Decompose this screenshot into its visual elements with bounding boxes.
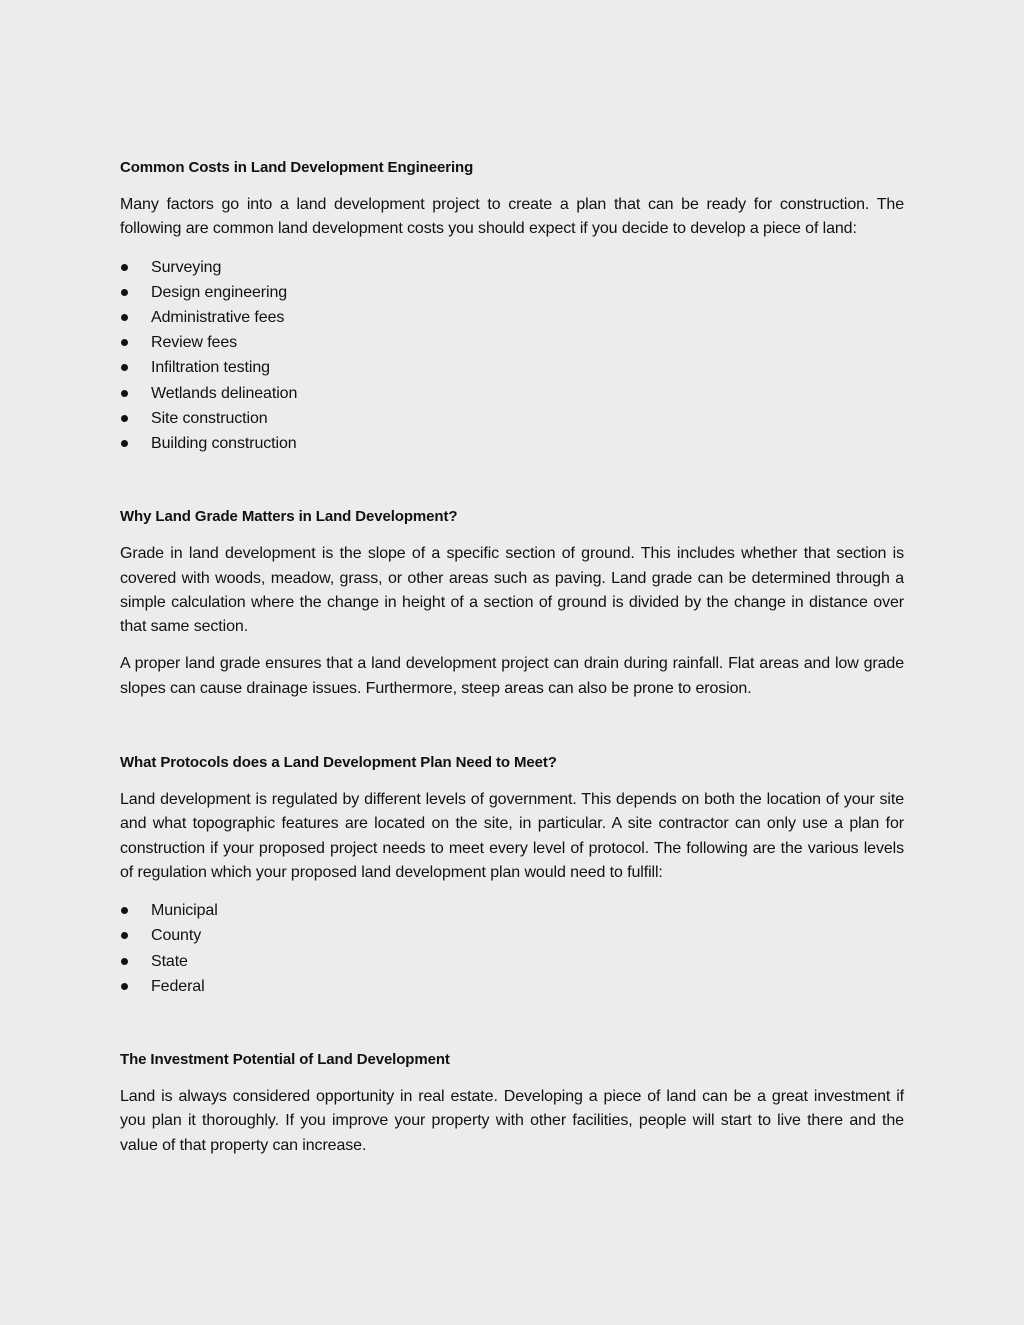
list-item	[120, 381, 904, 406]
list-item	[120, 305, 904, 330]
list-item-text: County	[151, 927, 202, 945]
list-item	[120, 898, 904, 923]
section-protocols	[120, 751, 904, 999]
bullet-icon	[121, 958, 128, 965]
bullet-icon	[121, 339, 128, 346]
bullet-icon	[121, 415, 128, 422]
list-item-text: Review fees	[151, 334, 238, 352]
document-page	[120, 156, 904, 1171]
section-paragraph: Many factors go into a land development project to create a plan that can be ready for construction. The following are common land development costs you should expect if you decide to develop a piece of land:	[120, 196, 904, 238]
list-item-text: Federal	[151, 977, 205, 995]
bullet-icon	[121, 390, 128, 397]
section-paragraph: Grade in land development is the slope of a specific section of ground. This includes whether that section is covered with woods, meadow, grass, or other areas such as paving. Land grade can be determined through a simple calculation where the change in height of a section of ground is divided by the change in distance over that same section.	[120, 545, 904, 636]
section-paragraph: Land development is regulated by different levels of government. This depends on both the location of your site and what topographic features are located on the site, in particular. A site contractor can only use a plan for construction if your proposed project needs to meet every level of protocol. The following are the various levels of regulation which your proposed land development plan would need to fulfill:	[120, 791, 904, 881]
section-investment	[120, 1048, 904, 1158]
list-item-text: Building construction	[151, 435, 297, 453]
bullet-list	[120, 898, 904, 999]
bullet-icon	[121, 289, 128, 296]
list-item	[120, 406, 904, 431]
section-spacer	[120, 456, 904, 505]
list-item-text: Surveying	[151, 258, 222, 276]
list-item-text: Wetlands delineation	[151, 384, 298, 402]
bullet-icon	[121, 440, 128, 447]
bullet-icon	[121, 932, 128, 939]
section-heading: Why Land Grade Matters in Land Development?	[120, 508, 458, 526]
bullet-icon	[121, 264, 128, 271]
section-spacer	[120, 714, 904, 751]
bullet-icon	[121, 907, 128, 914]
bullet-icon	[121, 364, 128, 371]
list-item-text: Design engineering	[151, 283, 288, 301]
list-item-text: Infiltration testing	[151, 359, 270, 377]
list-item-text: Municipal	[151, 902, 218, 920]
list-item	[120, 255, 904, 280]
list-item-text: State	[151, 952, 188, 970]
list-item-text: Site construction	[151, 409, 268, 427]
list-item	[120, 923, 904, 948]
list-item	[120, 355, 904, 380]
bullet-icon	[121, 983, 128, 990]
section-heading: Common Costs in Land Development Engineering	[120, 159, 474, 176]
list-item	[120, 330, 904, 355]
list-item	[120, 949, 904, 974]
bullet-icon	[121, 314, 128, 321]
section-heading: The Investment Potential of Land Development	[120, 1051, 450, 1068]
section-paragraph: A proper land grade ensures that a land development project can drain during rainfall. Flat areas and low grade slopes can cause drainage issues. Furthermore, steep areas can also be prone to erosion.	[120, 655, 904, 697]
section-land-grade	[120, 505, 904, 701]
bullet-list	[120, 255, 904, 457]
section-spacer	[120, 999, 904, 1048]
list-item	[120, 280, 904, 305]
list-item-text: Administrative fees	[151, 309, 285, 326]
section-common-costs	[120, 156, 904, 456]
list-item	[120, 431, 904, 456]
section-paragraph: Land is always considered opportunity in real estate. Developing a piece of land can be a great investment if you plan it thoroughly. If you improve your property with other facilities, people will start to live there and the value of that property can increase.	[120, 1088, 904, 1154]
list-item	[120, 974, 904, 999]
section-heading: What Protocols does a Land Development Plan Need to Meet?	[120, 754, 557, 771]
